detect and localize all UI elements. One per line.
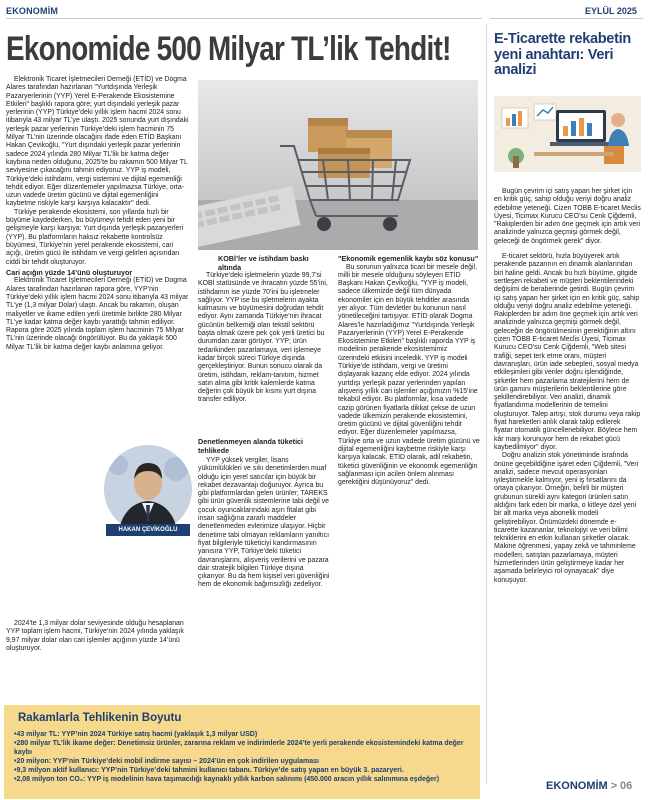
paragraph: Bu sorunun yalnızca ticari bir mesele değil, milli bir mesele olduğunu söyleyen ETİD Başkanı Hakan Çevikoğlu, "YYP iş modeli, sadece ülkemizde değil tüm dünyada ekonomiler için en büyük tehditler arasında yer alıyor. Tüm devletler bu konunun nasıl yönetileceğini tartışıyor. ETİD olarak Dogma Alares’le hazırladığımız "Yurtdışında Yerleşik Pazaryerlerinin (YYP) Yerel E-Perakende Ekosistemine Etkileri" başlıklı raporda YYP iş modelinin perakende ekosistemimiz üzerindeki etkisini inceledik. YYP iş modeli Türkiye’de istihdam, vergi ve üretimi dışlayarak kazanç elde ediyor. 2024 yılında yurtdışı yerleşik pazar yerlerinden yapılan alışveriş yıllık cari işlemler açığımızın %15’ine tekabül ediyor. Bu platformlar, kısa vadede cazip görünen fiyatlarla dikkat çekse de uzun vadede ülkemizin perakende ekosistemini, üretim gücünü ve dijital güvenliğini tehdit ediyor. Eğer düzenlemeler yapılmazsa, Türkiye orta ve uzun vadede üretim gücünü ve dijital egemenliğini kaybetme riskiyle karşı karşıya kalacak. ETİD olarak, adil rekabetin, tüketici güvenliğinin ve ekonomik egemenliğin sağlanması için acilen önlem alınması gerektiğini düşünüyoruz" dedi. [338, 263, 480, 487]
list-item: •9,3 milyon aktif kullanıcı: YYP’nin Türkiye’deki tahmini kullanıcı tabanı. Türkiye’de satış yapan en büyük 3. pazaryeri. [14, 766, 404, 774]
list-item: •2,08 milyon ton CO₂: YYP iş modelinin hava taşımacılığı kaynaklı yıllık karbon salınımı (450.000 aracın yıllık salınımına eşdeğer) [14, 775, 440, 783]
portrait-photo [104, 445, 192, 533]
laptop-chart-icon [494, 96, 641, 172]
article-column-2b [198, 438, 332, 455]
subheading: Cari açığın yüzde 14’ünü oluşturuyor [6, 267, 133, 277]
list-item: •43 milyar TL: YYP’nin 2024 Türkiye satış hacmi (yaklaşık 1,3 milyar USD) [14, 731, 258, 738]
subheading: "Ekonomik egemenlik kaybı söz konusu" [338, 254, 479, 263]
article-column-1-end [6, 620, 190, 653]
page-number: 06 [620, 780, 633, 792]
section-label: EKONOMİM [6, 6, 59, 16]
article-headline: Ekonomide 500 Milyar TL’lik Tehdit! [6, 30, 451, 68]
analytics-illustration [494, 96, 641, 172]
facts-box-title: Rakamlarla Tehlikenin Boyutu [18, 712, 182, 724]
footer-label-text: EKONOMİM [546, 780, 608, 792]
portrait-caption: HAKAN ÇEVİKOĞLU [106, 524, 190, 536]
list-item: •280 milyar TL’lik ikame değer: Denetimsiz ürünler, zararına reklam ve indirimlerle 2024’te yerli perakende ekosistemindeki katma değer kaybı [14, 740, 464, 756]
paragraph: Doğru analizin stok yönetiminde israfında önüne geçebildiğine işaret eden Çiğdemli, "Veri analizi, sadece mevcut operasyonları iyileştirmekle kalmıyor, yeni iş fırsatlarını da ortaya çıkarıyor. Örneğin, belirli bir müşteri grubunun sürekli aynı kategori ürünleri satın aldığını fark eden bir marka, o kitleye özel yeni bir alt marka veya abonelik modeli geliştirebiliyor. Önümüzdeki dönemde e-ticarette kazananlar, teknolojiyi ve veri bilimi tekniklerini en etkin kullanan şirketler olacak. Makine öğrenmesi, yapay zekâ ve tahminleme modelleri, satıştan pazarlamaya, müşteri hizmetlerinden ürün geliştirmeye kadar her aşamada belirleyici rol oynayacak" diye konuşuyor. [494, 452, 639, 584]
paragraph: Türkiye perakende ekosistemi, son yıllarda hızlı bir büyüme kaydederken, bu büyümeyi tehdit eden yeni bir gelişmeyle karşı karşıya: Yurt dışında yerleşik pazaryerleri (YYP). Bu platformların haksız rekabette kontrolsüz büyümesi, Türkiye’nin yerel perakende ekosistemi, cari açığı, üretim gücü ile istihdam ve vergi gelirleri açısından ciddi bir tehdit oluşturuyor. [6, 208, 184, 266]
cart-with-boxes-image [198, 80, 478, 250]
sidebar-body [494, 188, 641, 585]
sidebar-headline: E-Ticarette rekabetin yeni anahtarı: Veri analizi [494, 31, 631, 78]
chevron-right-icon: > [610, 780, 618, 792]
paragraph: Elektronik Ticaret İşletmecileri Derneği (ETİD) ve Dogma Alares tarafından hazırlanan rapora göre, YYP’nin Türkiye’deki yıllık işlem hacmi 2024 sonu itibarıyla 43 milyar TL’ye (1,3 milyar Dolar) ulaştı. Ancak bu rakamın, oluşan maliyetler ve ikame edilen yerli üretimle birlikte 280 Milyar TL’ye kadar katma değer kaybı yarattığı tahmin ediliyor. Rapora göre 2025 yılında toplam işlem hacminin 75 Milyar TL’nin üzerinde olacağı öngörülüyor. Bu da yaklaşık 500 Milyar TL’lik bir katma değer kaybı anlamına geliyor. [6, 277, 189, 351]
paragraph: E-ticaret sektörü, hızla büyüyerek artık perakende pazarının en dinamik alanlarından biri haline geldi. Ancak bu hızlı büyüme, gitgide sertleşen rekabeti ve müşteri beklentilerindeki değişimi de beraberinde getirdi. Bugün çevrim içi satış yapan her şirket için en kritik güç, sahip olduğu veriyi doğru analiz edebilme yeteneği. Rakiplerden bir adım öne geçmek için artık veri analizinde yalnızca geçmişi görmek değil, geleceğin de öngörülmesinin gerektiğinin altını çizen TOBB E-ticaret Meclis Üyesi, Ticimax Kurucu CEO’su Cenk Çiğdemli, "Web sitesi trafiği, sepet terk etme oranı, müşteri davranışları, ürün iade sebepleri, sosyal medya etkileşimleri gibi veriler doğru işlendiğinde, şirketler hem pazarlama stratejilerini hem de ürün gamını müşterilerin beklentilerine göre şekillendirebiliyor. Veri analizi, dinamik fiyatlandırma modellerinin de temelini oluşturuyor. Talep artışı, stok durumu veya rakip fiyat hareketleri anlık olarak takip edilerek fiyatar otomatik güncellenebiliyor. Böylece hem kâr marjı korunuyor hem de rekabet gücü kaybedilmiyor" diyor. [494, 253, 641, 451]
paragraph: Bugün çevrim içi satış yapan her şirket için en kritik güç, sahip olduğu veriyi doğru analiz edebilme yeteneği. Cizen TOBB E-ticaret Meclis Üyesi, Ticimax Kurucu CEO’su Cenk Çiğdemli, "Rakiplerden bir adım öne geçmek için artık veri analizinde yalnızca geçmişi görmek değil, geleceği de öngörmek gerek" diyor. [494, 188, 641, 245]
article-column-2c [198, 457, 332, 590]
article-column-1 [6, 76, 190, 352]
paragraph: YYP yüksek vergiler, lisans yükümlülükleri ve sıkı denetimlerden muaf olduğu için yerel satıcılar için büyük bir rekabet dezavantajı doğuruyor. Ayrıca bu gibi platformlardan gelen ürünler; TAREKS gibi ürün güvenlik sistemlerine tabi değil ve çocuk oyuncaklarındaki aşırı fitalat gibi insan sağlığına zararlı maddeler denetlenmeden evlerimize ulaşıyor. Hiçbir denetime tabi olmayan reklamların yanıltıcı fiyat bilgileriyle tüketiciyi kandırmasının yanısıra YYP, Türkiye’deki tüketici davranışlarını, alışveriş verilerini ve pazara dair stratejik bilgileri Türkiye dışına çıkarıyor. Bu da hem kişisel veri güvenliğini hem de ekonomik bağımsızlığı zedeliyor. [198, 457, 330, 589]
column-divider [486, 24, 487, 784]
sidebar-header-divider [490, 18, 643, 19]
article-column-2 [198, 255, 332, 405]
issue-date: EYLÜL 2025 [585, 6, 637, 16]
paragraph: 2024’te 1,3 milyar dolar seviyesinde olduğu hesaplanan YYP toplam işlem hacmi, Türkiye’nin 2024 yılında yaklaşık 9,97 milyar dolar olan cari işlemler açığının yüzde 14’ünü oluşturuyor. [6, 620, 184, 652]
shopping-cart-photo [198, 80, 478, 250]
list-item: •20 milyon: YYP’nin Türkiye’deki mobil indirme sayısı – 2024’ün en çok indirilen uygulaması [14, 757, 319, 765]
article-column-3 [338, 255, 480, 488]
paragraph: Elektronik Ticaret İşletmecileri Derneği (ETİD) ve Dogma Alares tarafından hazırlanan "Yurtdışında Yerleşik Pazaryerlerinin (YYP) Yerel E-Perakende Ekosistemine Etkileri" başlıklı rapora göre; yurt dışındaki yerleşik pazar yerlerinin (YYP) Türkiye’deki yıllık işlem hacmi 2024 sonu itibarıyla 43 milyar TL’ye ulaştı. 2025 sonunda yurt dışındaki yerleşik pazar yerlerinin Türkiye’deki işlem hacminin 75 Milyar TL’nin üzerinde olacağını ifade eden ETİD Başkanı Hakan Çevikoğlu, "Yurt dışındaki yerleşik pazar yerlerinin sadece 2024 yılında 280 Milyar TL’lik bir katma değer kaybına neden olduğunu, 2025’te bu rakamın 500 Milyar TL seviyesine çıkacağını tahmin ediyoruz. YYP iş modeli, Türkiye’deki istihdamı, vergi sistemini ve dijital egemenliği tehdit ediyor. Eğer düzenlemeler yapılmazsa Türkiye, orta-uzun vadede üretim gücünü ve dijital egemenliğini kaybetme riskiyle karşı karşıya kalacaktır" dedi. [6, 76, 189, 208]
paragraph: Türkiye’deki işletmelerin yüzde 99,7’si KOBİ statüsünde ve ihracatın yüzde 55’ini, istihdamın ise yüzde 70’ini bu işletmeler sağlıyor. YYP ise bu işletmelerin ayakta kalmasını ve büyümesini doğrudan tehdit ediyor. Aynı zamanda Türkiye’nin ihracat gücünün belkemiği olan tekstil sektörü başta olmak üzere pek çok yerli üretici bu durumdan zarar görüyor. YYP; ürün tedarikinden pazarlamaya, veri işlemeye kadar birçok süreci Türkiye dışında gerçekleştiriyor. Bunun sonucu olarak da üretim, istihdam, reklam-tanıtım, hizmet satın alma gibi kritik kalemlerde katma değerin çok büyük bir kısmı yurt dışına transfer ediliyor. [198, 272, 328, 404]
header-divider [6, 18, 482, 19]
subheading: KOBİ’ler ve istihdam baskı altında [218, 254, 309, 272]
facts-list [14, 731, 472, 785]
subheading: Denetlenmeyen alanda tüketici tehlikede [198, 437, 304, 455]
footer-section-label [546, 780, 617, 792]
person-image [104, 445, 192, 533]
